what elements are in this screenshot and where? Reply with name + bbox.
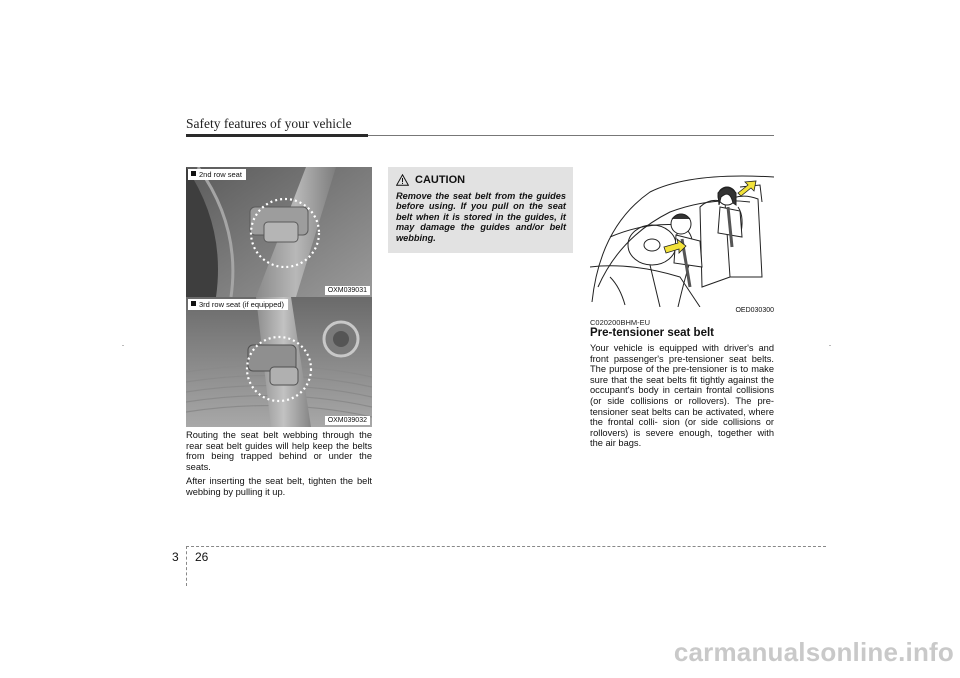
footer-divider bbox=[186, 546, 187, 586]
warning-triangle-icon bbox=[396, 174, 409, 186]
illustration-code: OED030300 bbox=[735, 307, 774, 314]
photo-code-1: OXM039031 bbox=[325, 286, 370, 295]
caution-box bbox=[388, 167, 573, 253]
paragraph-pretensioner: Your vehicle is equipped with driver's and front passenger's pre-tensioner seat belts. The purpose of the pre-tensioner is to make sure that the seat belts fit tightly against the occupant's body in certain frontal collisions (or side collisions or rollovers). The pre-tensioner seat belts can be activated, where the frontal colli- sion (or side collisions or rollovers) is severe enough, together with the air bags. bbox=[590, 343, 774, 449]
caution-text: Remove the seat belt from the guides before using. If you pull on the seat belt when it is stored in the guides, it may damage the guides and/or belt webbing. bbox=[396, 191, 566, 243]
header-rule bbox=[368, 135, 774, 136]
photo-caption-2nd-row bbox=[188, 169, 246, 180]
car-interior-drawing bbox=[590, 167, 774, 307]
pretensioner-illustration bbox=[590, 167, 774, 315]
seatbelt-guide-photo-1 bbox=[186, 167, 372, 297]
margin-mark-left bbox=[122, 345, 124, 346]
caution-heading bbox=[396, 174, 465, 186]
paragraph-routing: Routing the seat belt webbing through the rear seat belt guides will help keep the belts from being trapped behind or under the seats. bbox=[186, 430, 372, 472]
left-column-text bbox=[186, 430, 372, 502]
square-bullet-icon bbox=[191, 171, 196, 176]
footer-rule bbox=[186, 546, 826, 547]
pretensioner-text bbox=[590, 343, 774, 453]
caution-title: CAUTION bbox=[415, 174, 466, 186]
seatbelt-guide-photo-2 bbox=[186, 297, 372, 427]
watermark: carmanualsonline.info bbox=[673, 637, 954, 667]
photo-caption-3rd-row bbox=[188, 299, 288, 310]
photo-3rd-row-seat bbox=[186, 297, 372, 427]
section-title-underline bbox=[186, 134, 368, 137]
section-code: C020200BHM-EU bbox=[590, 318, 651, 327]
photo-caption-text: 3rd row seat (if equipped) bbox=[199, 300, 285, 309]
photo-code-2: OXM039032 bbox=[325, 416, 370, 425]
chapter-number: 3 bbox=[172, 550, 179, 564]
paragraph-tighten: After inserting the seat belt, tighten the belt webbing by pulling it up. bbox=[186, 476, 372, 497]
photo-caption-text: 2nd row seat bbox=[199, 170, 242, 179]
margin-mark-right bbox=[829, 345, 831, 346]
pretensioner-heading: Pre-tensioner seat belt bbox=[590, 327, 714, 339]
photo-2nd-row-seat bbox=[186, 167, 372, 297]
page-number: 26 bbox=[195, 550, 209, 564]
section-title: Safety features of your vehicle bbox=[186, 116, 352, 131]
square-bullet-icon bbox=[191, 301, 196, 306]
